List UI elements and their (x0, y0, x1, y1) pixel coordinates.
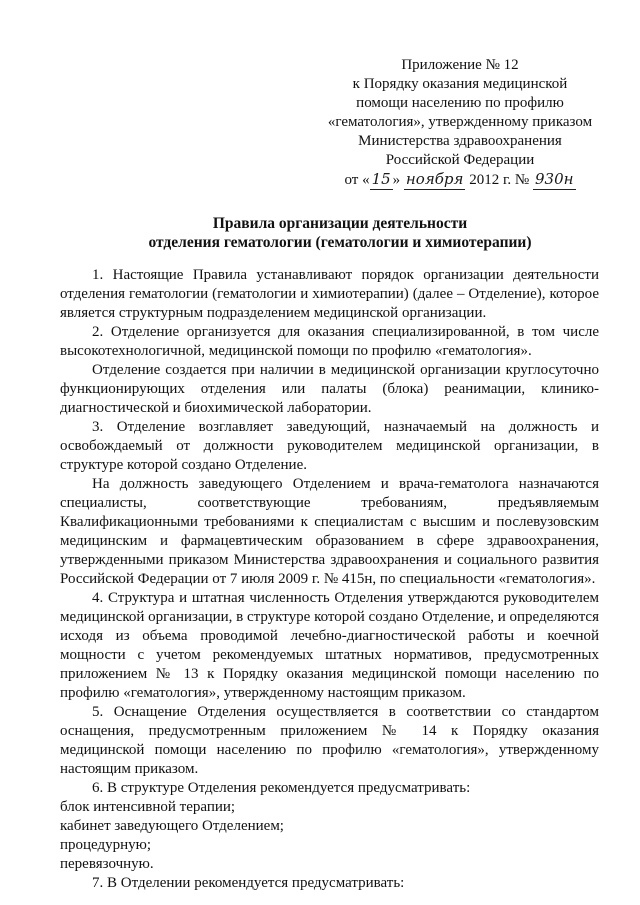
list-item: перевязочную. (60, 856, 154, 872)
appendix-line-5: Министерства здравоохранения (358, 133, 562, 149)
title-line-1: Правила организации деятельности (212, 215, 468, 232)
appendix-line-2: к Порядку оказания медицинской (352, 76, 568, 92)
appendix-number: Приложение № 12 (401, 57, 519, 73)
paragraph-6: 6. В структуре Отделения рекомендуется предусматривать: (92, 780, 471, 796)
date-quote-close: » (392, 172, 401, 188)
paragraph-7: 7. В Отделении рекомендуется предусматривать: (92, 875, 405, 891)
paragraph-4: 4. Структура и штатная численность Отделения утверждаются руководителем медицинской организации, в структуре которой создано Отделение, и определяются исходя из объема проводимой лечебно-диагностической работы и коечной мощности с учетом рекомендуемых штатных нормативов, предусмотренных приложением № 13 к Порядку оказания медицинской помощи населению по профилю «гематология», утвержденному настоящим приказом. (60, 590, 599, 701)
appendix-header (300, 56, 620, 190)
appendix-line-4: «гематология», утвержденному приказом (327, 114, 593, 130)
appendix-line-3: помощи населению по профилю (356, 95, 564, 111)
date-month-handwritten: ноября (405, 170, 464, 188)
list-item: блок интенсивной терапии; (60, 799, 236, 815)
paragraph-3-continued: На должность заведующего Отделением и врача-гематолога назначаются специалисты, соответствующие требованиям, предъявляемым Квалификационными требованиями к специалистам с высшим и послевузовским медицинским и фармацевтическим образованием в сфере здравоохранения, утвержденными приказом Министерства здравоохранения и социального развития Российской Федерации от 7 июля 2009 г. № 415н, по специальности «гематология». (60, 476, 599, 587)
appendix-line-6: Российской Федерации (385, 152, 535, 168)
date-day-handwritten: 15 (371, 170, 391, 188)
document-title (40, 214, 640, 252)
paragraph-2-continued: Отделение создается при наличии в медицинской организации круглосуточно функционирующих отделения или палаты (блока) реанимации, клинико-диагностической и биохимической лаборатории. (60, 362, 599, 416)
list-item: процедурную; (60, 837, 152, 853)
paragraph-5: 5. Оснащение Отделения осуществляется в соответствии со стандартом оснащения, предусмотренным приложением № 14 к Порядку оказания медицинской помощи населению по профилю «гематология», утвержденному настоящим приказом. (60, 704, 599, 777)
date-year: 2012 г. № (469, 172, 530, 188)
document-body (60, 266, 599, 893)
list-item: кабинет заведующего Отделением; (60, 818, 284, 834)
paragraph-1: 1. Настоящие Правила устанавливают порядок организации деятельности отделения гематологии (гематологии и химиотерапии) (далее – Отделение), которое является структурным подразделением медицинской организации. (60, 267, 599, 321)
paragraph-3: 3. Отделение возглавляет заведующий, назначаемый на должность и освобождаемый от должности руководителем медицинской организации, в структуре которой создано Отделение. (60, 419, 599, 473)
order-number-handwritten: 930н (535, 170, 574, 188)
order-date-line (300, 170, 620, 190)
title-line-2: отделения гематологии (гематологии и химиотерапии) (148, 234, 532, 251)
date-prefix: от « (344, 172, 370, 188)
paragraph-2: 2. Отделение организуется для оказания специализированной, в том числе высокотехнологичной, медицинской помощи по профилю «гематология». (60, 324, 599, 359)
